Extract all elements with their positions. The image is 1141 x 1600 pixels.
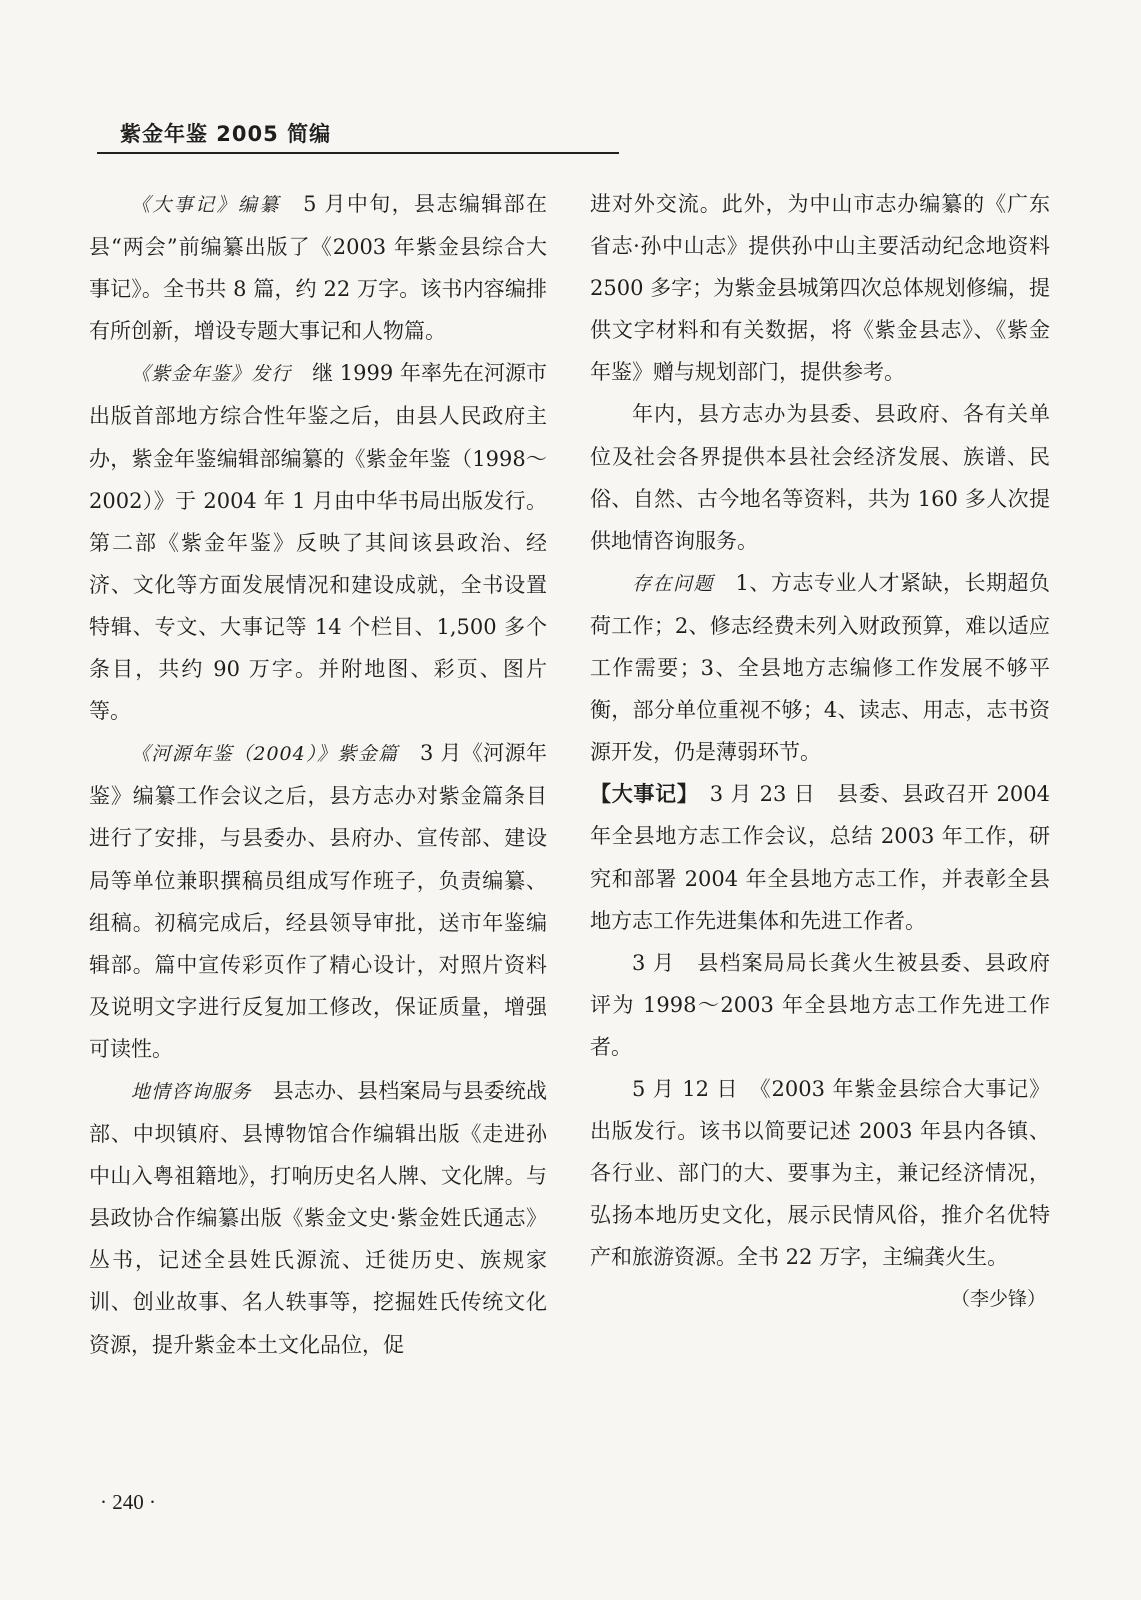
- left-column: [89, 183, 547, 1366]
- paragraph-dashiji-0323: [590, 773, 1050, 941]
- paragraph-dashiji-0512: 5 月 12 日 《2003 年紫金县综合大事记》出版发行。该书以简要记述 2003 年县内各镇、各行业、部门的大、要事为主，兼记经济情况，弘扬本地历史文化，展示民情风俗，推介名优特产和旅游资源。全书 22 万字，主编龚火生。: [590, 1076, 1050, 1270]
- section-heading-dashiji: 【大事记】: [590, 782, 689, 807]
- paragraph-cunzai-wenti: [590, 562, 1050, 773]
- paragraph-continued: 进对外交流。此外，为中山市志办编纂的《广东省志·孙中山志》提供孙中山主要活动纪念地资料 2500 多字；为紫金县城第四次总体规划修编，提供文字材料和有关数据，将《紫金县志》、《紫金年鉴》赠与规划部门，提供参考。: [590, 192, 1050, 385]
- paragraph-keyword: 《紫金年鉴》发行: [131, 363, 292, 386]
- author-credit: （李少锋）: [950, 1288, 1046, 1311]
- paragraph-body: 继 1999 年率先在河源市出版首部地方综合性年鉴之后，由县人民政府主办，紫金年鉴编辑部编纂的《紫金年鉴（1998～2002）》于 2004 年 1 月由中华书局出版发行。第二部《紫金年鉴》反映了其间该县政治、经济、文化等方面发展情况和建设成就，全书设置特辑、专文、大事记等 14 个栏目、1,500 多个条目，共约 90 万字。并附地图、彩页、图片等。: [89, 361, 547, 724]
- paragraph-body: 3 月《河源年鉴》编纂工作会议之后，县方志办对紫金篇条目进行了安排，与县委办、县府办、宣传部、建设局等单位兼职撰稿员组成写作班子，负责编纂、组稿。初稿完成后，经县领导审批，送市年鉴编辑部。篇中宣传彩页作了精心设计，对照片资料及说明文字进行反复加工修改，保证质量，增强可读性。: [89, 741, 548, 1061]
- header-rule: [97, 152, 619, 154]
- paragraph-heyuan-nianjian: [89, 732, 547, 1070]
- right-column: [590, 183, 1050, 1321]
- paragraph-keyword: 地情咨询服务: [131, 1080, 252, 1103]
- paragraph-body: 县志办、县档案局与县委统战部、中坝镇府、县博物馆合作编辑出版《走进孙中山入粤祖籍地》，打响历史名人牌、文化牌。与县政协合作编纂出版《紫金文史·紫金姓氏通志》丛书，记述全县姓氏源流、迁徙历史、族规家训、创业故事、名人轶事等，挖掘姓氏传统文化资源，提升紫金本土文化品位，促: [89, 1078, 548, 1357]
- paragraph-keyword: 《大事记》编纂: [131, 194, 281, 216]
- paragraph-nian-nei: 年内，县方志办为县委、县政府、各有关单位及社会各界提供本县社会经济发展、族谱、民俗、自然、古今地名等资料，共为 160 多人次提供地情咨询服务。: [590, 402, 1050, 553]
- paragraph-body: 3 月 23 日 县委、县政召开 2004 年全县地方志工作会议，总结 2003 年工作，研究和部署 2004 年全县地方志工作，并表彰全县地方志工作先进集体和先进工作者。: [590, 782, 1051, 933]
- paragraph-nianjian-faxing: [89, 352, 547, 732]
- running-header-title: 紫金年鉴 2005 简编: [120, 122, 332, 146]
- paragraph-body: 5 月中旬，县志编辑部在县“两会”前编纂出版了《2003 年紫金县综合大事记》。全书共 8 篇，约 22 万字。该书内容编排有所创新，增设专题大事记和人物篇。: [89, 192, 547, 344]
- paragraph-body: 1、方志专业人才紧缺，长期超负荷工作；2、修志经费未列入财政预算，难以适应工作需要；3、全县地方志编修工作发展不够平衡，部分单位重视不够；4、读志、用志，志书资源开发，仍是薄弱环节。: [590, 570, 1050, 765]
- paragraph-keyword: 《河源年鉴（2004）》紫金篇: [131, 743, 399, 766]
- paragraph-keyword: 存在问题: [632, 572, 715, 595]
- page-number: · 240 ·: [100, 1490, 156, 1514]
- paragraph-dashiji-bianzuan: [89, 183, 547, 352]
- paragraph-diqing-zixun: [89, 1070, 547, 1366]
- paragraph-dashiji-03: 3 月 县档案局局长龚火生被县委、县政府评为 1998～2003 年全县地方志工作先进工作者。: [590, 950, 1050, 1059]
